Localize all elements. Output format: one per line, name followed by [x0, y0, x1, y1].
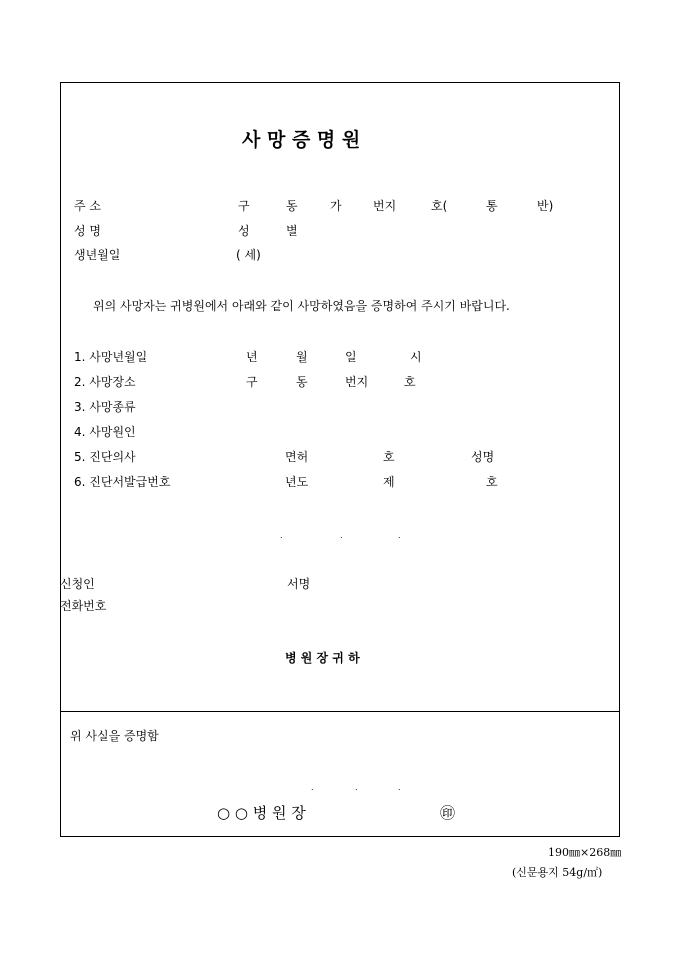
item-death-cause: 4. 사망원인: [74, 425, 136, 439]
item-death-place: 2. 사망장소: [74, 375, 136, 389]
request-text: 위의 사망자는 귀병원에서 아래와 같이 사망하였음을 증명하여 주시기 바랍니다.: [93, 299, 510, 313]
date-dot-3: .: [398, 531, 401, 540]
paper-type: (신문용지 54g/㎡): [512, 866, 603, 879]
hospital-director-line: ○ ○ 병 원 장: [217, 804, 306, 822]
cert-ho: 호: [486, 475, 498, 489]
age-field: ( 세): [236, 248, 261, 262]
doctor-license-no: 호: [383, 450, 395, 464]
address-ho: 호(: [431, 199, 448, 213]
death-place-gu: 구: [246, 375, 258, 389]
death-date-month: 월: [296, 350, 308, 364]
address-ban: 반): [537, 199, 554, 213]
name-label: 성 명: [74, 224, 101, 238]
gender-label-1: 성: [238, 224, 250, 238]
cert-year: 년도: [285, 475, 309, 489]
gender-label-2: 별: [286, 224, 298, 238]
section-divider: [60, 711, 620, 712]
address-dong: 동: [286, 199, 298, 213]
death-place-dong: 동: [296, 375, 308, 389]
doctor-license: 면허: [285, 450, 309, 464]
applicant-label: 신청인: [60, 577, 95, 591]
death-date-year: 년: [246, 350, 258, 364]
item-death-type: 3. 사망종류: [74, 400, 136, 414]
addressee: 병 원 장 귀 하: [285, 651, 360, 665]
item-doctor: 5. 진단의사: [74, 450, 136, 464]
cert-date-dot-3: .: [398, 783, 401, 792]
doctor-name: 성명: [471, 450, 495, 464]
paper-size: 190㎜×268㎜: [548, 846, 622, 859]
applicant-sign: 서명: [287, 577, 311, 591]
address-beonji: 번지: [373, 199, 397, 213]
address-ga: 가: [330, 199, 342, 213]
cert-date-dot-1: .: [311, 783, 314, 792]
death-place-ho: 호: [404, 375, 416, 389]
address-gu: 구: [238, 199, 250, 213]
seal-mark: ㊞: [440, 804, 456, 822]
form-frame: [60, 82, 620, 837]
page-title: 사 망 증 명 원: [242, 129, 361, 151]
address-label: 주 소: [74, 199, 101, 213]
death-date-day: 일: [345, 350, 357, 364]
cert-date-dot-2: .: [355, 783, 358, 792]
phone-label: 전화번호: [60, 599, 107, 613]
death-date-hour: 시: [410, 350, 422, 364]
address-tong: 통: [486, 199, 498, 213]
cert-je: 제: [383, 475, 395, 489]
item-death-date: 1. 사망년월일: [74, 350, 148, 364]
date-dot-1: .: [280, 531, 283, 540]
death-place-beonji: 번지: [345, 375, 369, 389]
birth-label: 생년월일: [74, 248, 121, 262]
item-cert-number: 6. 진단서발급번호: [74, 475, 171, 489]
certification-text: 위 사실을 증명함: [70, 729, 159, 743]
date-dot-2: .: [340, 531, 343, 540]
